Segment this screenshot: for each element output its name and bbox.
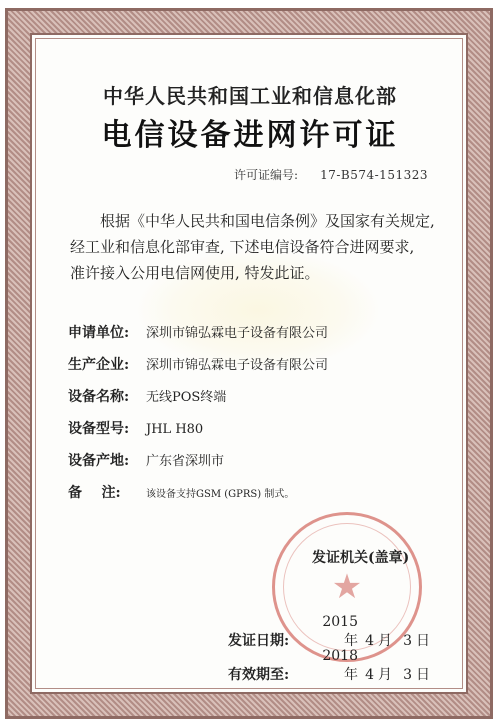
issue-month: 4 xyxy=(365,633,374,649)
statement-line: 经工业和信息化部审查, 下述电信设备符合进网要求, xyxy=(70,238,415,256)
issuer-label: 发证机关(盖章) xyxy=(312,550,410,566)
issue-year: 2015年 xyxy=(322,614,358,649)
ministry-title: 中华人民共和国工业和信息化部 xyxy=(103,84,397,108)
field-remarks xyxy=(68,482,294,502)
field-value: JHL H80 xyxy=(146,422,204,437)
star-icon: ★ xyxy=(331,567,363,607)
field-value: 广东省深圳市 xyxy=(146,454,225,469)
issue-date-label: 发证日期: xyxy=(228,633,290,649)
day-unit: 日 xyxy=(416,667,430,683)
field-label: 备 注: xyxy=(68,485,121,501)
expiry-date-label: 有效期至: xyxy=(228,667,290,683)
field-value: 无线POS终端 xyxy=(146,390,227,405)
field-label: 生产企业: xyxy=(68,357,130,373)
statement-paragraph xyxy=(70,208,450,286)
field-origin xyxy=(68,450,224,470)
expiry-day: 3 xyxy=(403,667,412,683)
expiry-date-row xyxy=(228,648,434,684)
day-unit: 日 xyxy=(416,633,430,649)
field-value: 深圳市锦弘霖电子设备有限公司 xyxy=(146,326,329,341)
field-manufacturer xyxy=(68,354,328,374)
expiry-year: 2018年 xyxy=(322,648,358,683)
issue-date-row xyxy=(228,614,434,650)
statement-line: 根据《中华人民共和国电信条例》及国家有关规定, xyxy=(100,212,435,230)
license-number-label: 许可证编号: xyxy=(234,168,299,182)
field-label: 设备产地: xyxy=(68,453,130,469)
field-value: 深圳市锦弘霖电子设备有限公司 xyxy=(146,358,329,373)
field-applicant xyxy=(68,322,328,342)
field-value: 该设备支持GSM (GPRS) 制式。 xyxy=(146,489,295,500)
field-device-name xyxy=(68,386,226,406)
field-label: 申请单位: xyxy=(68,325,130,341)
month-unit: 月 xyxy=(378,633,392,649)
field-label: 设备名称: xyxy=(68,389,130,405)
issue-day: 3 xyxy=(403,633,412,649)
month-unit: 月 xyxy=(378,667,392,683)
statement-line: 准许接入公用电信网使用, 特发此证。 xyxy=(70,264,320,282)
license-number-row xyxy=(234,166,428,183)
field-label: 设备型号: xyxy=(68,421,130,437)
certificate-title: 电信设备进网许可证 xyxy=(101,118,399,153)
expiry-month: 4 xyxy=(365,667,374,683)
field-device-model xyxy=(68,418,203,438)
license-number-value: 17-B574-151323 xyxy=(320,168,428,182)
